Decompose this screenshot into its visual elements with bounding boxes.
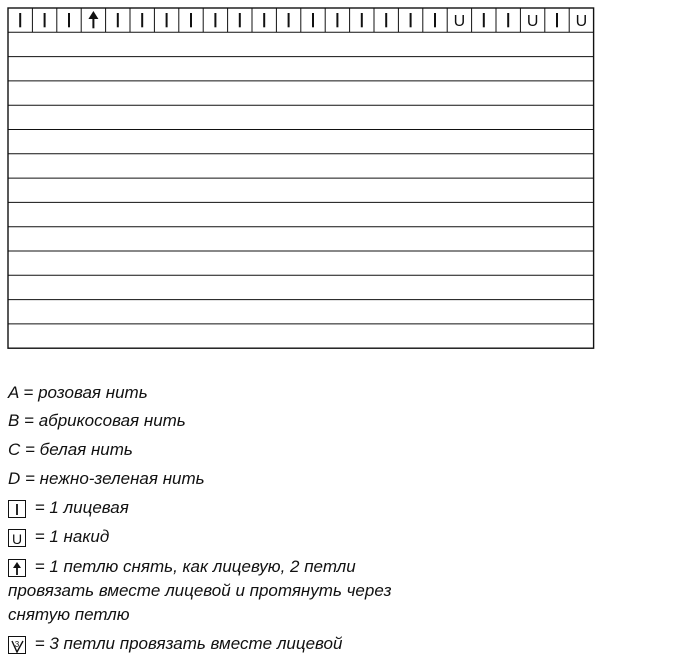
legend-knit [8, 498, 129, 518]
legend-double-decrease-text-3: снятую петлю [8, 605, 130, 624]
double-decrease-symbol-icon [8, 559, 26, 577]
knit-symbol-icon [8, 500, 26, 518]
svg-text:U: U [11, 530, 23, 547]
k3tog-symbol-icon [8, 636, 26, 654]
legend-double-decrease [8, 557, 356, 577]
yarn-over-stitch: U [453, 13, 466, 31]
legend-yarn-c: C = белая нить [8, 440, 133, 459]
legend-knit-text: = 1 лицевая [30, 498, 129, 517]
svg-text:3: 3 [14, 639, 20, 649]
legend-yarn-b: B = абрикосовая нить [8, 411, 186, 430]
double-decrease-stitch [88, 11, 98, 19]
yarn-over-stitch: U [575, 13, 588, 31]
legend-double-decrease-text-1: = 1 петлю снять, как лицевую, 2 петли [30, 557, 356, 576]
yarn-over-stitch: U [526, 13, 539, 31]
legend-yarn-over [8, 527, 109, 547]
legend-yarn-over-text: = 1 накид [30, 527, 110, 546]
yarn-over-symbol-icon [8, 529, 26, 547]
legend-yarn-a: A = розовая нить [8, 383, 148, 402]
legend-yarn-d: D = нежно-зеленая нить [8, 469, 205, 488]
legend-k3tog [8, 634, 342, 654]
legend-double-decrease-text-2: провязать вместе лицевой и протянуть через [8, 581, 392, 600]
legend-k3tog-text: = 3 петли провязать вместе лицевой [30, 634, 343, 653]
